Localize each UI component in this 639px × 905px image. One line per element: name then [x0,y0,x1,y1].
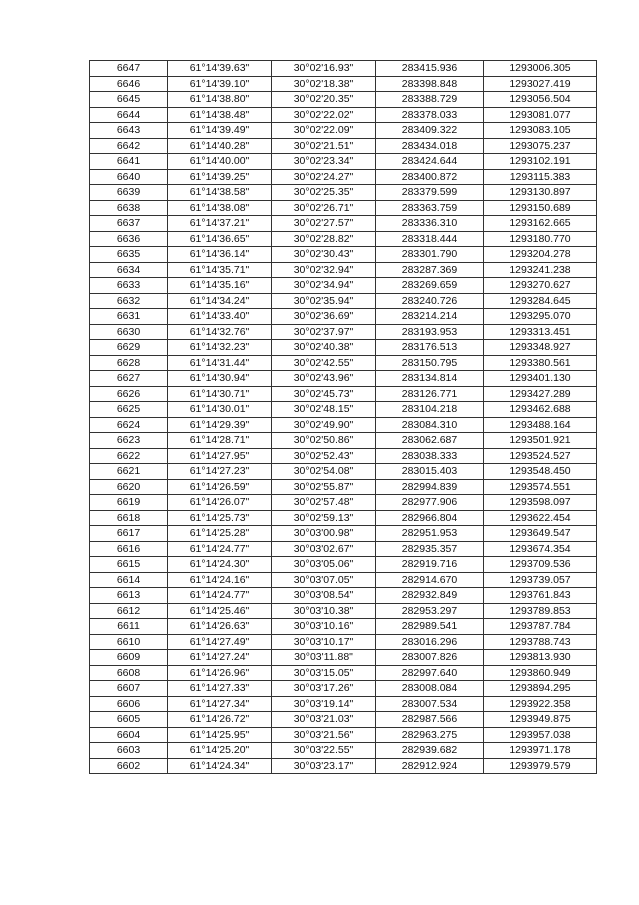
y-coordinate-cell: 1293979.579 [484,758,597,774]
x-coordinate-cell: 283269.659 [376,278,484,294]
table-row [90,479,597,495]
x-coordinate-cell: 282997.640 [376,665,484,681]
table-row [90,355,597,371]
x-coordinate-cell: 283363.759 [376,200,484,216]
longitude-cell: 30°03'05.06" [272,557,376,573]
longitude-cell: 30°02'24.27" [272,169,376,185]
latitude-cell: 61°14'27.34" [168,696,272,712]
longitude-cell: 30°02'43.96" [272,371,376,387]
y-coordinate-cell: 1293674.354 [484,541,597,557]
x-coordinate-cell: 283008.084 [376,681,484,697]
point-number-cell: 6623 [90,433,168,449]
longitude-cell: 30°02'22.09" [272,123,376,139]
x-coordinate-cell: 283126.771 [376,386,484,402]
x-coordinate-cell: 282989.541 [376,619,484,635]
point-number-cell: 6631 [90,309,168,325]
x-coordinate-cell: 283434.018 [376,138,484,154]
coordinates-table-body [90,61,597,774]
latitude-cell: 61°14'36.65" [168,231,272,247]
latitude-cell: 61°14'28.71" [168,433,272,449]
latitude-cell: 61°14'39.63" [168,61,272,77]
latitude-cell: 61°14'26.07" [168,495,272,511]
x-coordinate-cell: 283062.687 [376,433,484,449]
longitude-cell: 30°02'18.38" [272,76,376,92]
latitude-cell: 61°14'26.59" [168,479,272,495]
point-number-cell: 6630 [90,324,168,340]
latitude-cell: 61°14'24.77" [168,588,272,604]
point-number-cell: 6609 [90,650,168,666]
y-coordinate-cell: 1293284.645 [484,293,597,309]
table-row [90,123,597,139]
table-row [90,541,597,557]
x-coordinate-cell: 282987.566 [376,712,484,728]
table-row [90,603,597,619]
y-coordinate-cell: 1293649.547 [484,526,597,542]
y-coordinate-cell: 1293922.358 [484,696,597,712]
latitude-cell: 61°14'29.39" [168,417,272,433]
table-row [90,495,597,511]
table-row [90,200,597,216]
y-coordinate-cell: 1293027.419 [484,76,597,92]
latitude-cell: 61°14'24.34" [168,758,272,774]
latitude-cell: 61°14'30.94" [168,371,272,387]
x-coordinate-cell: 283193.953 [376,324,484,340]
longitude-cell: 30°03'11.88" [272,650,376,666]
y-coordinate-cell: 1293524.527 [484,448,597,464]
longitude-cell: 30°02'37.97" [272,324,376,340]
latitude-cell: 61°14'40.00" [168,154,272,170]
point-number-cell: 6602 [90,758,168,774]
table-row [90,557,597,573]
point-number-cell: 6646 [90,76,168,92]
y-coordinate-cell: 1293295.070 [484,309,597,325]
latitude-cell: 61°14'25.73" [168,510,272,526]
x-coordinate-cell: 283150.795 [376,355,484,371]
latitude-cell: 61°14'38.48" [168,107,272,123]
point-number-cell: 6643 [90,123,168,139]
x-coordinate-cell: 282953.297 [376,603,484,619]
latitude-cell: 61°14'39.25" [168,169,272,185]
longitude-cell: 30°02'28.82" [272,231,376,247]
point-number-cell: 6633 [90,278,168,294]
latitude-cell: 61°14'39.49" [168,123,272,139]
y-coordinate-cell: 1293204.278 [484,247,597,263]
table-row [90,169,597,185]
x-coordinate-cell: 283007.534 [376,696,484,712]
x-coordinate-cell: 283084.310 [376,417,484,433]
longitude-cell: 30°03'07.05" [272,572,376,588]
longitude-cell: 30°02'50.86" [272,433,376,449]
longitude-cell: 30°02'30.43" [272,247,376,263]
longitude-cell: 30°02'32.94" [272,262,376,278]
point-number-cell: 6612 [90,603,168,619]
longitude-cell: 30°03'21.03" [272,712,376,728]
point-number-cell: 6627 [90,371,168,387]
table-row [90,107,597,123]
table-row [90,216,597,232]
table-row [90,278,597,294]
y-coordinate-cell: 1293789.853 [484,603,597,619]
table-row [90,231,597,247]
latitude-cell: 61°14'25.20" [168,743,272,759]
x-coordinate-cell: 282919.716 [376,557,484,573]
x-coordinate-cell: 283176.513 [376,340,484,356]
y-coordinate-cell: 1293622.454 [484,510,597,526]
y-coordinate-cell: 1293115.383 [484,169,597,185]
longitude-cell: 30°03'00.98" [272,526,376,542]
latitude-cell: 61°14'37.21" [168,216,272,232]
longitude-cell: 30°02'27.57" [272,216,376,232]
longitude-cell: 30°02'49.90" [272,417,376,433]
x-coordinate-cell: 283318.444 [376,231,484,247]
latitude-cell: 61°14'34.24" [168,293,272,309]
table-row [90,247,597,263]
x-coordinate-cell: 282951.953 [376,526,484,542]
x-coordinate-cell: 283015.403 [376,464,484,480]
table-row [90,727,597,743]
latitude-cell: 61°14'27.95" [168,448,272,464]
y-coordinate-cell: 1293427.289 [484,386,597,402]
y-coordinate-cell: 1293102.191 [484,154,597,170]
longitude-cell: 30°02'25.35" [272,185,376,201]
y-coordinate-cell: 1293788.743 [484,634,597,650]
point-number-cell: 6626 [90,386,168,402]
y-coordinate-cell: 1293075.237 [484,138,597,154]
longitude-cell: 30°02'45.73" [272,386,376,402]
coordinates-table [89,60,597,774]
table-row [90,526,597,542]
longitude-cell: 30°03'15.05" [272,665,376,681]
y-coordinate-cell: 1293130.897 [484,185,597,201]
x-coordinate-cell: 283415.936 [376,61,484,77]
y-coordinate-cell: 1293709.536 [484,557,597,573]
x-coordinate-cell: 283038.333 [376,448,484,464]
longitude-cell: 30°02'55.87" [272,479,376,495]
point-number-cell: 6614 [90,572,168,588]
table-row [90,510,597,526]
table-row [90,650,597,666]
y-coordinate-cell: 1293894.295 [484,681,597,697]
latitude-cell: 61°14'38.58" [168,185,272,201]
table-row [90,386,597,402]
longitude-cell: 30°02'48.15" [272,402,376,418]
x-coordinate-cell: 282966.804 [376,510,484,526]
y-coordinate-cell: 1293241.238 [484,262,597,278]
y-coordinate-cell: 1293598.097 [484,495,597,511]
table-row [90,61,597,77]
point-number-cell: 6615 [90,557,168,573]
longitude-cell: 30°02'40.38" [272,340,376,356]
point-number-cell: 6622 [90,448,168,464]
y-coordinate-cell: 1293860.949 [484,665,597,681]
point-number-cell: 6618 [90,510,168,526]
latitude-cell: 61°14'40.28" [168,138,272,154]
latitude-cell: 61°14'36.14" [168,247,272,263]
y-coordinate-cell: 1293270.627 [484,278,597,294]
table-row [90,92,597,108]
latitude-cell: 61°14'35.16" [168,278,272,294]
x-coordinate-cell: 283301.790 [376,247,484,263]
point-number-cell: 6645 [90,92,168,108]
y-coordinate-cell: 1293949.875 [484,712,597,728]
x-coordinate-cell: 283424.644 [376,154,484,170]
point-number-cell: 6632 [90,293,168,309]
x-coordinate-cell: 282963.275 [376,727,484,743]
y-coordinate-cell: 1293971.178 [484,743,597,759]
longitude-cell: 30°02'16.93" [272,61,376,77]
point-number-cell: 6613 [90,588,168,604]
table-row [90,448,597,464]
latitude-cell: 61°14'32.76" [168,324,272,340]
table-row [90,588,597,604]
latitude-cell: 61°14'26.63" [168,619,272,635]
point-number-cell: 6637 [90,216,168,232]
y-coordinate-cell: 1293761.843 [484,588,597,604]
x-coordinate-cell: 282977.906 [376,495,484,511]
point-number-cell: 6635 [90,247,168,263]
longitude-cell: 30°02'20.35" [272,92,376,108]
latitude-cell: 61°14'27.23" [168,464,272,480]
point-number-cell: 6634 [90,262,168,278]
x-coordinate-cell: 283134.814 [376,371,484,387]
y-coordinate-cell: 1293462.688 [484,402,597,418]
latitude-cell: 61°14'38.08" [168,200,272,216]
longitude-cell: 30°03'21.56" [272,727,376,743]
x-coordinate-cell: 282932.849 [376,588,484,604]
latitude-cell: 61°14'24.30" [168,557,272,573]
y-coordinate-cell: 1293813.930 [484,650,597,666]
table-row [90,696,597,712]
table-row [90,324,597,340]
y-coordinate-cell: 1293957.038 [484,727,597,743]
point-number-cell: 6604 [90,727,168,743]
table-row [90,76,597,92]
table-row [90,293,597,309]
latitude-cell: 61°14'30.71" [168,386,272,402]
longitude-cell: 30°03'08.54" [272,588,376,604]
point-number-cell: 6642 [90,138,168,154]
x-coordinate-cell: 283287.369 [376,262,484,278]
latitude-cell: 61°14'25.46" [168,603,272,619]
latitude-cell: 61°14'27.33" [168,681,272,697]
point-number-cell: 6625 [90,402,168,418]
longitude-cell: 30°02'54.08" [272,464,376,480]
longitude-cell: 30°02'42.55" [272,355,376,371]
x-coordinate-cell: 283378.033 [376,107,484,123]
y-coordinate-cell: 1293081.077 [484,107,597,123]
longitude-cell: 30°02'36.69" [272,309,376,325]
point-number-cell: 6641 [90,154,168,170]
point-number-cell: 6638 [90,200,168,216]
latitude-cell: 61°14'38.80" [168,92,272,108]
latitude-cell: 61°14'25.28" [168,526,272,542]
point-number-cell: 6644 [90,107,168,123]
point-number-cell: 6606 [90,696,168,712]
point-number-cell: 6619 [90,495,168,511]
table-row [90,464,597,480]
longitude-cell: 30°03'17.26" [272,681,376,697]
x-coordinate-cell: 283398.848 [376,76,484,92]
point-number-cell: 6616 [90,541,168,557]
longitude-cell: 30°02'26.71" [272,200,376,216]
latitude-cell: 61°14'25.95" [168,727,272,743]
y-coordinate-cell: 1293401.130 [484,371,597,387]
x-coordinate-cell: 283104.218 [376,402,484,418]
point-number-cell: 6639 [90,185,168,201]
table-row [90,138,597,154]
x-coordinate-cell: 282994.839 [376,479,484,495]
point-number-cell: 6608 [90,665,168,681]
table-row [90,309,597,325]
table-row [90,340,597,356]
y-coordinate-cell: 1293056.504 [484,92,597,108]
y-coordinate-cell: 1293313.451 [484,324,597,340]
longitude-cell: 30°03'10.38" [272,603,376,619]
longitude-cell: 30°03'22.55" [272,743,376,759]
x-coordinate-cell: 283400.872 [376,169,484,185]
x-coordinate-cell: 283409.322 [376,123,484,139]
point-number-cell: 6605 [90,712,168,728]
longitude-cell: 30°02'35.94" [272,293,376,309]
y-coordinate-cell: 1293739.057 [484,572,597,588]
table-row [90,262,597,278]
latitude-cell: 61°14'33.40" [168,309,272,325]
longitude-cell: 30°03'02.67" [272,541,376,557]
longitude-cell: 30°02'22.02" [272,107,376,123]
point-number-cell: 6607 [90,681,168,697]
latitude-cell: 61°14'26.72" [168,712,272,728]
y-coordinate-cell: 1293150.689 [484,200,597,216]
longitude-cell: 30°02'52.43" [272,448,376,464]
y-coordinate-cell: 1293162.665 [484,216,597,232]
table-row [90,402,597,418]
table-row [90,634,597,650]
table-row [90,665,597,681]
x-coordinate-cell: 282935.357 [376,541,484,557]
x-coordinate-cell: 283240.726 [376,293,484,309]
longitude-cell: 30°02'21.51" [272,138,376,154]
point-number-cell: 6617 [90,526,168,542]
y-coordinate-cell: 1293488.164 [484,417,597,433]
y-coordinate-cell: 1293574.551 [484,479,597,495]
longitude-cell: 30°02'23.34" [272,154,376,170]
latitude-cell: 61°14'27.24" [168,650,272,666]
x-coordinate-cell: 282914.670 [376,572,484,588]
longitude-cell: 30°02'57.48" [272,495,376,511]
table-row [90,185,597,201]
point-number-cell: 6636 [90,231,168,247]
point-number-cell: 6647 [90,61,168,77]
x-coordinate-cell: 283016.296 [376,634,484,650]
y-coordinate-cell: 1293548.450 [484,464,597,480]
longitude-cell: 30°02'59.13" [272,510,376,526]
table-row [90,572,597,588]
table-row [90,433,597,449]
table-row [90,681,597,697]
latitude-cell: 61°14'27.49" [168,634,272,650]
x-coordinate-cell: 283388.729 [376,92,484,108]
y-coordinate-cell: 1293380.561 [484,355,597,371]
point-number-cell: 6629 [90,340,168,356]
longitude-cell: 30°03'19.14" [272,696,376,712]
table-row [90,154,597,170]
latitude-cell: 61°14'35.71" [168,262,272,278]
longitude-cell: 30°03'10.17" [272,634,376,650]
latitude-cell: 61°14'30.01" [168,402,272,418]
latitude-cell: 61°14'24.16" [168,572,272,588]
table-row [90,417,597,433]
point-number-cell: 6624 [90,417,168,433]
longitude-cell: 30°02'34.94" [272,278,376,294]
latitude-cell: 61°14'39.10" [168,76,272,92]
y-coordinate-cell: 1293501.921 [484,433,597,449]
x-coordinate-cell: 282912.924 [376,758,484,774]
point-number-cell: 6620 [90,479,168,495]
y-coordinate-cell: 1293006.305 [484,61,597,77]
longitude-cell: 30°03'23.17" [272,758,376,774]
point-number-cell: 6640 [90,169,168,185]
table-row [90,743,597,759]
point-number-cell: 6621 [90,464,168,480]
latitude-cell: 61°14'24.77" [168,541,272,557]
x-coordinate-cell: 283336.310 [376,216,484,232]
point-number-cell: 6610 [90,634,168,650]
latitude-cell: 61°14'31.44" [168,355,272,371]
x-coordinate-cell: 283379.599 [376,185,484,201]
latitude-cell: 61°14'26.96" [168,665,272,681]
y-coordinate-cell: 1293180.770 [484,231,597,247]
y-coordinate-cell: 1293348.927 [484,340,597,356]
table-row [90,712,597,728]
y-coordinate-cell: 1293787.784 [484,619,597,635]
longitude-cell: 30°03'10.16" [272,619,376,635]
x-coordinate-cell: 283007.826 [376,650,484,666]
table-row [90,619,597,635]
x-coordinate-cell: 282939.682 [376,743,484,759]
point-number-cell: 6603 [90,743,168,759]
y-coordinate-cell: 1293083.105 [484,123,597,139]
table-row [90,371,597,387]
point-number-cell: 6628 [90,355,168,371]
x-coordinate-cell: 283214.214 [376,309,484,325]
point-number-cell: 6611 [90,619,168,635]
latitude-cell: 61°14'32.23" [168,340,272,356]
table-row [90,758,597,774]
